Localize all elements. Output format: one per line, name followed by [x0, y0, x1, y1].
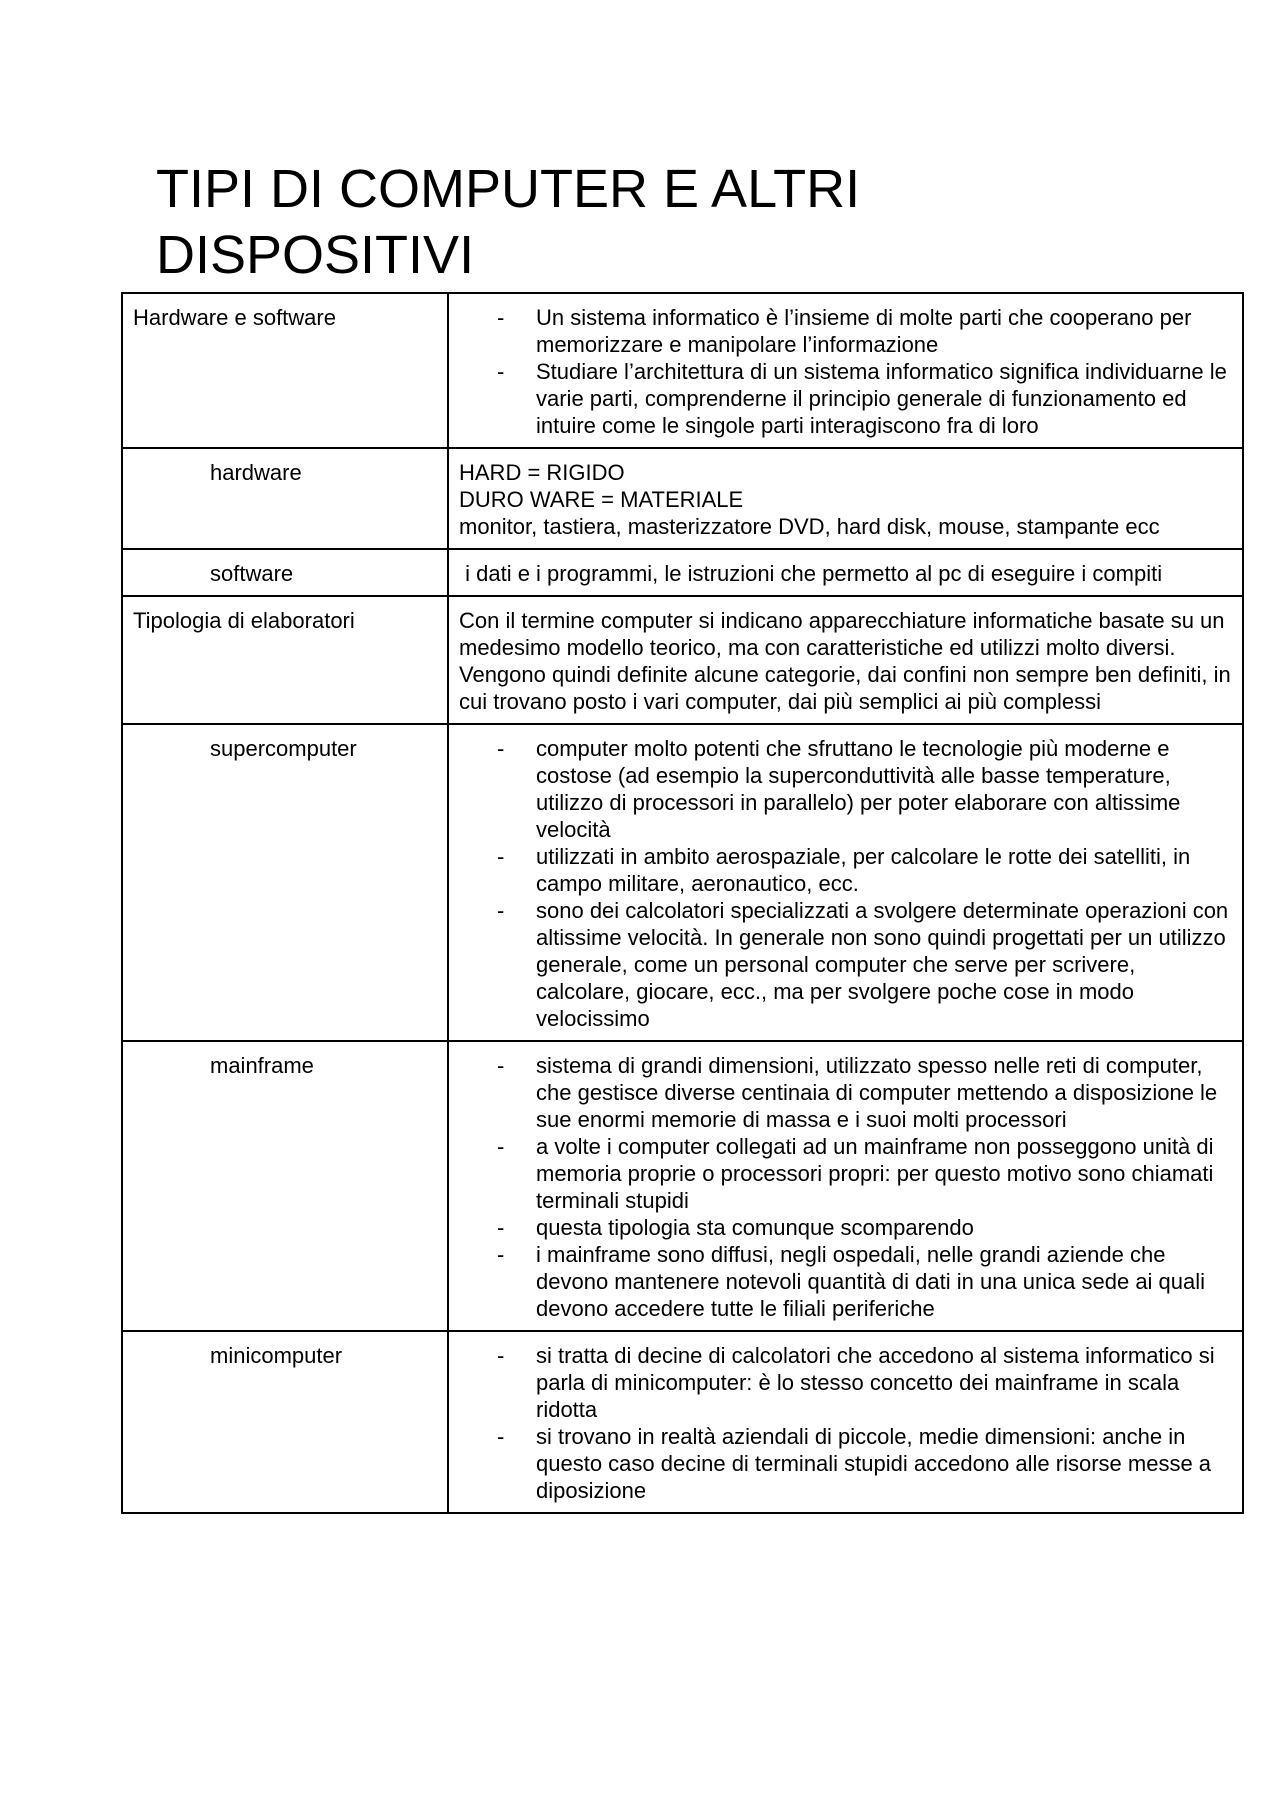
table-row-minicomputer: [122, 1331, 1243, 1513]
table-row-software: [122, 549, 1243, 596]
paragraph: Con il termine computer si indicano apparecchiature informatiche basate su un medesimo modello teorico, ma con caratteristiche ed utilizzi molto diversi.: [459, 608, 1225, 660]
row-content: i dati e i programmi, le istruzioni che permetto al pc di eseguire i compiti: [448, 549, 1243, 596]
row-content: [448, 293, 1243, 448]
bullet-list: [459, 1052, 1232, 1322]
bullet-list: [459, 1342, 1232, 1504]
row-label: mainframe: [122, 1041, 448, 1331]
row-content: [448, 448, 1243, 549]
bullet-item: - utilizzati in ambito aerospaziale, per calcolare le rotte dei satelliti, in campo militare, aeronautico, ecc.: [459, 843, 1232, 897]
bullet-item: - questa tipologia sta comunque scomparendo: [459, 1214, 1232, 1241]
row-content: [448, 1041, 1243, 1331]
row-label: supercomputer: [122, 724, 448, 1041]
bullet-list: [459, 735, 1232, 1032]
row-content: [448, 1331, 1243, 1513]
bullet-item: - si trovano in realtà aziendali di piccole, medie dimensioni: anche in questo caso decine di terminali stupidi accedono alle risorse messe a diposizione: [459, 1423, 1232, 1504]
text-line: DURO WARE = MATERIALE: [459, 487, 744, 512]
table-row-tipologia: [122, 596, 1243, 724]
bullet-item: - Studiare l’architettura di un sistema informatico significa individuarne le varie parti, comprenderne il principio generale di funzionamento ed intuire come le singole parti interagiscono fra di loro: [459, 358, 1232, 439]
table-row-supercomputer: [122, 724, 1243, 1041]
table-row-mainframe: [122, 1041, 1243, 1331]
table-row-hardware-e-software: [122, 293, 1243, 448]
bullet-item: - sistema di grandi dimensioni, utilizzato spesso nelle reti di computer, che gestisce diverse centinaia di computer mettendo a disposizione le sue enormi memorie di massa e i suoi molti processori: [459, 1052, 1232, 1133]
table-row-hardware: [122, 448, 1243, 549]
row-content: [448, 724, 1243, 1041]
row-label: Tipologia di elaboratori: [122, 596, 448, 724]
bullet-item: - i mainframe sono diffusi, negli ospedali, nelle grandi aziende che devono mantenere notevoli quantità di dati in una unica sede ai quali devono accedere tutte le filiali periferiche: [459, 1241, 1232, 1322]
bullet-item: - Un sistema informatico è l’insieme di molte parti che cooperano per memorizzare e manipolare l’informazione: [459, 304, 1232, 358]
row-label: Hardware e software: [122, 293, 448, 448]
bullet-list: [459, 304, 1232, 439]
row-label: hardware: [122, 448, 448, 549]
text-line: monitor, tastiera, masterizzatore DVD, hard disk, mouse, stampante ecc: [459, 514, 1160, 539]
page-title: [156, 156, 1056, 288]
bullet-item: - sono dei calcolatori specializzati a svolgere determinate operazioni con altissime velocità. In generale non sono quindi progettati per un utilizzo generale, come un personal computer che serve per scrivere, calcolare, giocare, ecc., ma per svolgere poche cose in modo velocissimo: [459, 897, 1232, 1032]
text-line: HARD = RIGIDO: [459, 460, 625, 485]
bullet-item: - si tratta di decine di calcolatori che accedono al sistema informatico si parla di minicomputer: è lo stesso concetto dei mainframe in scala ridotta: [459, 1342, 1232, 1423]
row-label: software: [122, 549, 448, 596]
topics-table: [121, 292, 1244, 1514]
row-content: [448, 596, 1243, 724]
row-label: minicomputer: [122, 1331, 448, 1513]
paragraph: Vengono quindi definite alcune categorie, dai confini non sempre ben definiti, in cui trovano posto i vari computer, dai più semplici ai più complessi: [459, 662, 1231, 714]
page-title-line-2: DISPOSITIVI: [156, 225, 475, 285]
bullet-item: - computer molto potenti che sfruttano le tecnologie più moderne e costose (ad esempio la superconduttività alle basse temperature, utilizzo di processori in parallelo) per poter elaborare con altissime velocità: [459, 735, 1232, 843]
page-title-line-1: TIPI DI COMPUTER E ALTRI: [156, 159, 861, 219]
bullet-item: - a volte i computer collegati ad un mainframe non posseggono unità di memoria proprie o processori propri: per questo motivo sono chiamati terminali stupidi: [459, 1133, 1232, 1214]
